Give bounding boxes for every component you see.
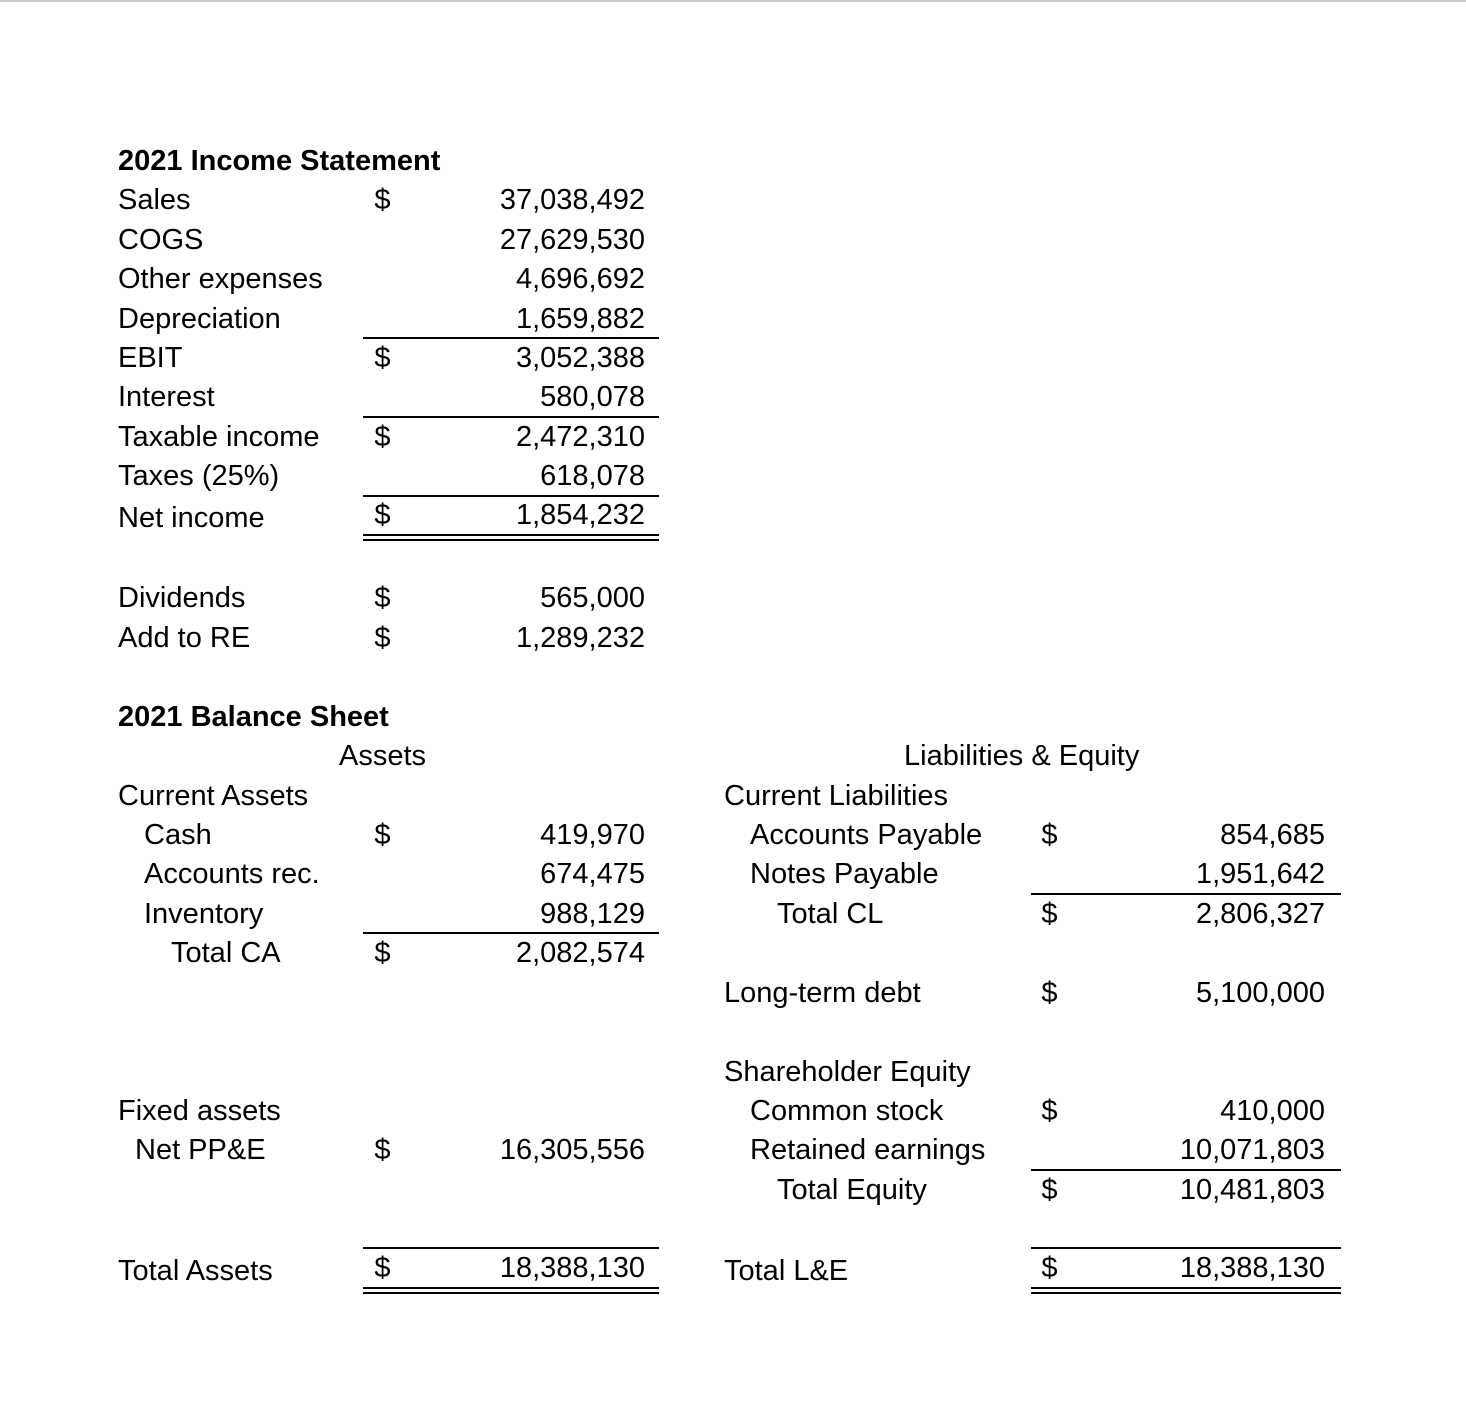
bs-le-double-rule-bottom [1031, 1292, 1341, 1294]
is-label-net-income: Net income [118, 502, 265, 534]
bs-dollar-cash: $ [374, 819, 391, 851]
is-label-taxable-income: Taxable income [118, 421, 320, 453]
bs-value-total-equity: 10,481,803 [1179, 1174, 1325, 1206]
is-dollar-net-income: $ [374, 499, 391, 531]
bs-label-notes-payable: Notes Payable [750, 858, 939, 890]
bs-value-total-ca: 2,082,574 [515, 937, 645, 969]
bs-label-retained-earnings: Retained earnings [750, 1134, 986, 1166]
bs-label-total-assets: Total Assets [118, 1255, 273, 1287]
is-value-ebit: 3,052,388 [515, 342, 645, 374]
bs-value-notes-payable: 1,951,642 [1195, 858, 1325, 890]
bs-rule-before-total-ca [363, 932, 659, 934]
bs-label-total-ca: Total CA [171, 937, 281, 969]
bs-label-inventory: Inventory [144, 898, 264, 930]
bs-label-net-ppe: Net PP&E [135, 1134, 266, 1166]
bs-value-cash: 419,970 [540, 819, 645, 851]
bs-value-total-assets: 18,388,130 [499, 1252, 645, 1284]
bs-le-double-rule-top [1031, 1287, 1341, 1289]
is-double-rule-top [363, 534, 659, 536]
is-dollar-add-to-re: $ [374, 622, 391, 654]
bs-label-total-equity: Total Equity [777, 1174, 927, 1206]
is-value-taxable-income: 2,472,310 [515, 421, 645, 453]
income-statement-title: 2021 Income Statement [118, 145, 441, 177]
is-value-sales: 37,038,492 [499, 184, 645, 216]
bs-value-accounts-payable: 854,685 [1220, 819, 1325, 851]
bs-value-long-term-debt: 5,100,000 [1195, 977, 1325, 1009]
is-double-rule-bottom [363, 539, 659, 541]
bs-dollar-accounts-payable: $ [1041, 819, 1058, 851]
bs-dollar-total-assets: $ [374, 1252, 391, 1284]
bs-value-common-stock: 410,000 [1220, 1095, 1325, 1127]
is-value-cogs: 27,629,530 [499, 224, 645, 256]
is-rule-before-net-income [363, 495, 659, 497]
bs-dollar-long-term-debt: $ [1041, 977, 1058, 1009]
is-label-taxes: Taxes (25%) [118, 460, 280, 492]
bs-assets-double-rule-top [363, 1287, 659, 1289]
assets-header: Assets [339, 740, 427, 772]
bs-label-common-stock: Common stock [750, 1095, 944, 1127]
bs-dollar-common-stock: $ [1041, 1095, 1058, 1127]
bs-assets-double-rule-bottom [363, 1292, 659, 1294]
is-value-interest: 580,078 [540, 381, 645, 413]
bs-dollar-total-cl: $ [1041, 898, 1058, 930]
is-label-other-expenses: Other expenses [118, 263, 323, 295]
is-rule-before-ebit [363, 337, 659, 339]
is-value-taxes: 618,078 [540, 460, 645, 492]
bs-label-long-term-debt: Long-term debt [724, 977, 921, 1009]
liabilities-equity-header: Liabilities & Equity [904, 740, 1140, 772]
bs-value-retained-earnings: 10,071,803 [1179, 1134, 1325, 1166]
current-liabilities-label: Current Liabilities [724, 780, 949, 812]
is-value-add-to-re: 1,289,232 [515, 622, 645, 654]
bs-label-accounts-payable: Accounts Payable [750, 819, 983, 851]
is-label-add-to-re: Add to RE [118, 622, 251, 654]
bs-label-accounts-rec: Accounts rec. [144, 858, 320, 890]
bs-dollar-net-ppe: $ [374, 1134, 391, 1166]
bs-value-inventory: 988,129 [540, 898, 645, 930]
is-rule-before-taxable [363, 416, 659, 418]
is-value-net-income: 1,854,232 [515, 499, 645, 531]
is-dollar-taxable-income: $ [374, 421, 391, 453]
bs-value-accounts-rec: 674,475 [540, 858, 645, 890]
bs-label-total-le: Total L&E [724, 1255, 849, 1287]
balance-sheet-title: 2021 Balance Sheet [118, 701, 389, 733]
bs-value-net-ppe: 16,305,556 [499, 1134, 645, 1166]
bs-rule-before-total-le [1031, 1247, 1341, 1249]
is-label-interest: Interest [118, 381, 215, 413]
bs-rule-before-total-equity [1031, 1169, 1341, 1171]
is-label-ebit: EBIT [118, 342, 183, 374]
is-value-depreciation: 1,659,882 [515, 303, 645, 335]
fixed-assets-label: Fixed assets [118, 1095, 281, 1127]
is-dollar-dividends: $ [374, 582, 391, 614]
current-assets-label: Current Assets [118, 780, 309, 812]
bs-rule-before-total-assets [363, 1247, 659, 1249]
is-dollar-sales: $ [374, 184, 391, 216]
bs-value-total-cl: 2,806,327 [1195, 898, 1325, 930]
is-label-cogs: COGS [118, 224, 204, 256]
is-dollar-ebit: $ [374, 342, 391, 374]
bs-dollar-total-ca: $ [374, 937, 391, 969]
shareholder-equity-label: Shareholder Equity [724, 1056, 971, 1088]
bs-label-total-cl: Total CL [777, 898, 884, 930]
bs-rule-before-total-cl [1031, 893, 1341, 895]
is-label-dividends: Dividends [118, 582, 246, 614]
is-value-dividends: 565,000 [540, 582, 645, 614]
is-value-other-expenses: 4,696,692 [515, 263, 645, 295]
top-border [0, 0, 1466, 2]
bs-dollar-total-equity: $ [1041, 1174, 1058, 1206]
bs-dollar-total-le: $ [1041, 1252, 1058, 1284]
bs-label-cash: Cash [144, 819, 212, 851]
is-label-sales: Sales [118, 184, 191, 216]
is-label-depreciation: Depreciation [118, 303, 281, 335]
bs-value-total-le: 18,388,130 [1179, 1252, 1325, 1284]
